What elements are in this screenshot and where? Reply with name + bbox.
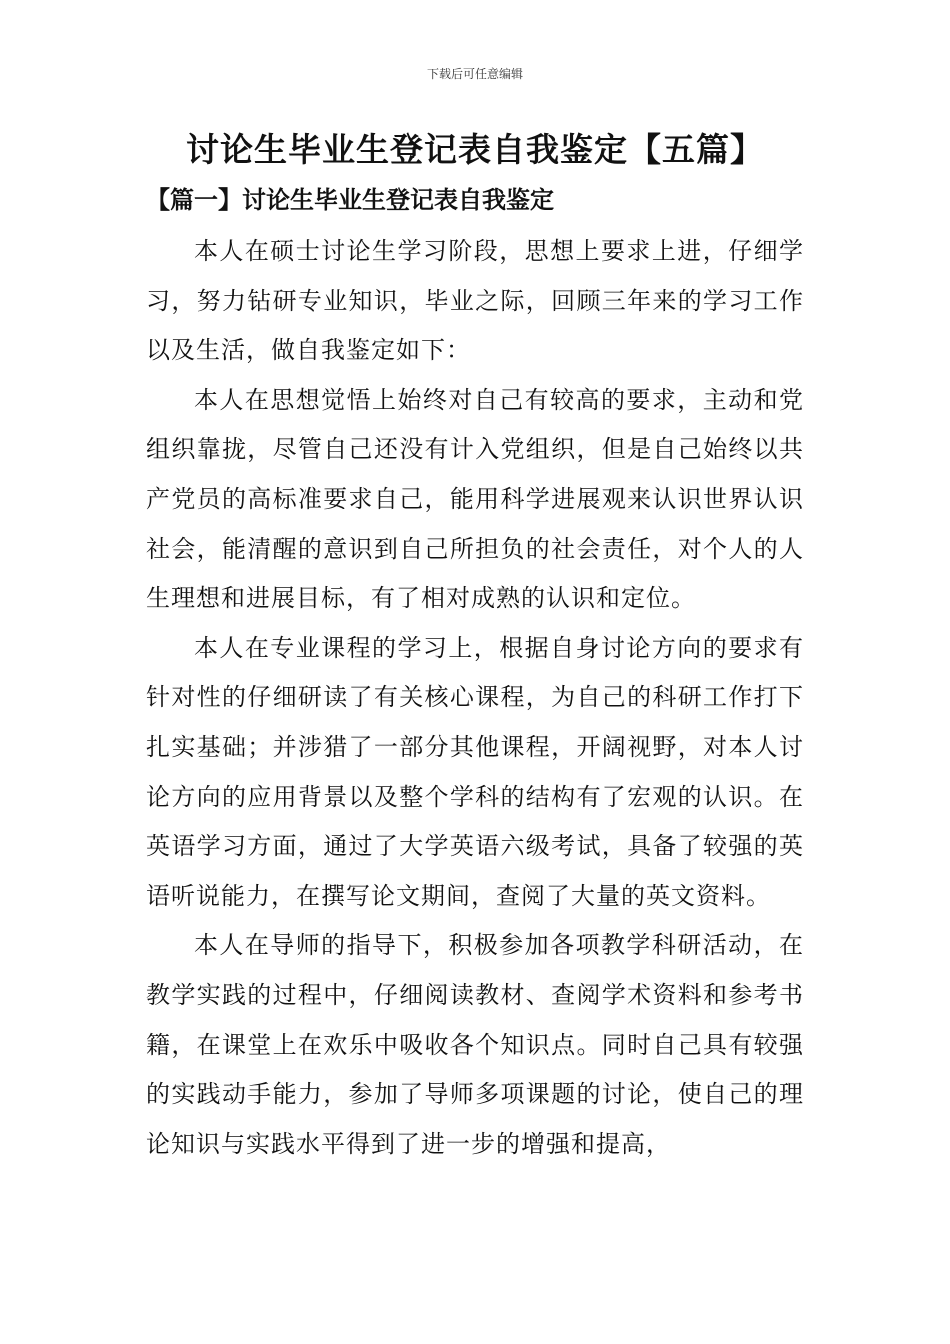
header-note: 下载后可任意编辑 [426, 67, 523, 81]
paragraph-4: 本人在导师的指导下，积极参加各项教学科研活动，在教学实践的过程中，仔细阅读教材、查阅学术资料和参考书籍，在课堂上在欢乐中吸收各个知识点。同时自己具有较强的实践动手能力，参加了导师多项课题的讨论，使自己的理论知识与实践水平得到了进一步的增强和提高， [146, 931, 804, 1158]
paragraph-3: 本人在专业课程的学习上，根据自身讨论方向的要求有针对性的仔细研读了有关核心课程，为自己的科研工作打下扎实基础；并涉猎了一部分其他课程，开阔视野，对本人讨论方向的应用背景以及整个学科的结构有了宏观的认识。在英语学习方面，通过了大学英语六级考试，具备了较强的英语听说能力，在撰写论文期间，查阅了大量的英文资料。 [146, 633, 804, 910]
paragraph-1: 本人在硕士讨论生学习阶段，思想上要求上进，仔细学习，努力钻研专业知识，毕业之际，回顾三年来的学习工作以及生活，做自我鉴定如下： [146, 237, 804, 365]
paragraph-2: 本人在思想觉悟上始终对自己有较高的要求，主动和党组织靠拢，尽管自己还没有计入党组织，但是自己始终以共产党员的高标准要求自己，能用科学进展观来认识世界认识社会，能清醒的意识到自己所担负的社会责任，对个人的人生理想和进展目标，有了相对成熟的认识和定位。 [146, 385, 804, 613]
document-body [146, 227, 804, 1169]
document-title: 讨论生毕业生登记表自我鉴定【五篇】 [186, 130, 764, 169]
section-heading: 【篇一】讨论生毕业生登记表自我鉴定 [146, 185, 554, 214]
